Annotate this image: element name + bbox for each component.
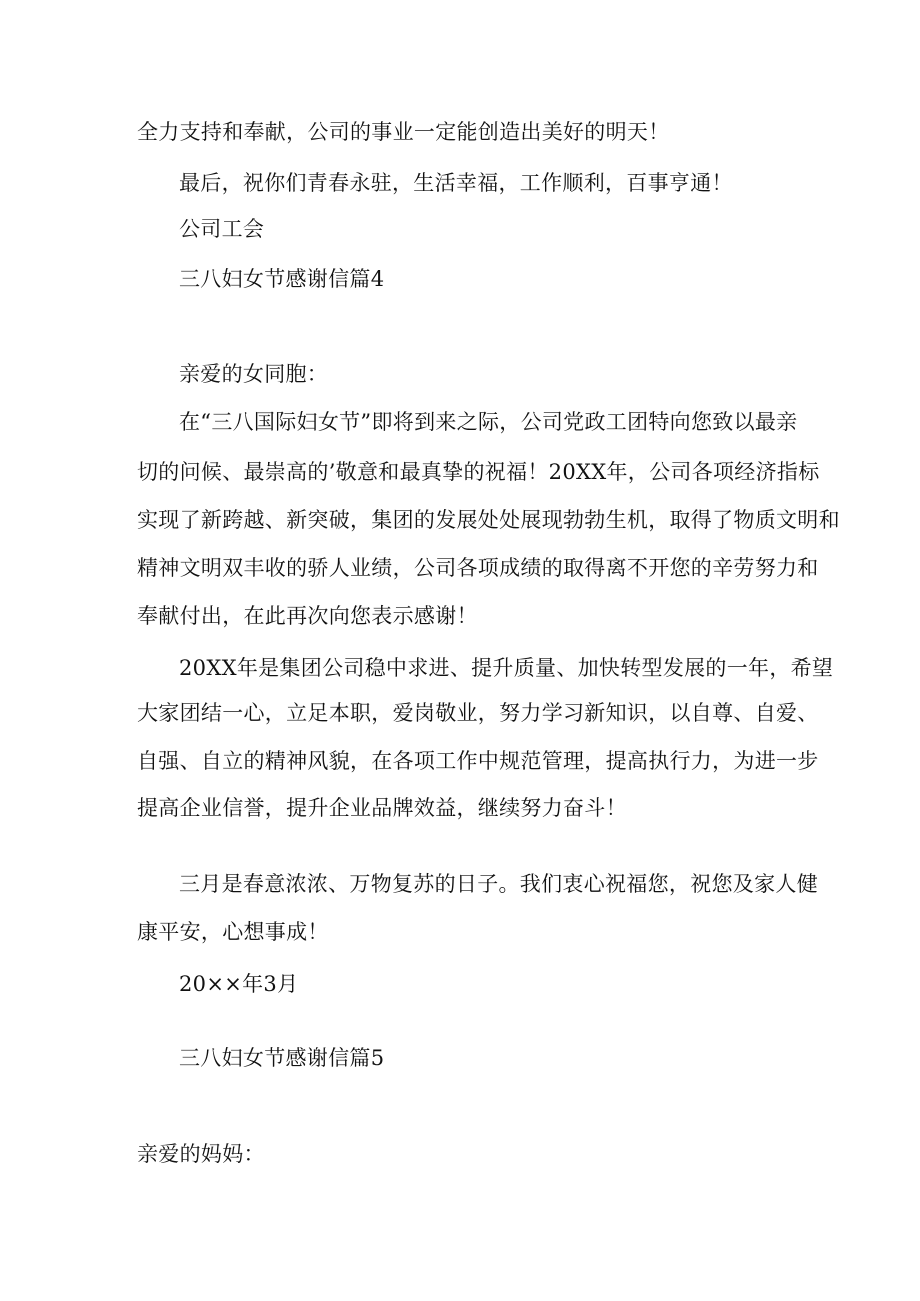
paragraph-line: 提高企业信誉，提升企业品牌效益，继续努力奋斗！: [137, 796, 627, 820]
paragraph-continuation: 全力支持和奉献，公司的事业一定能创造出美好的明天！: [137, 120, 670, 144]
paragraph-line: 在“三八国际妇女节”即将到来之际，公司党政工团特向您致以最亲: [179, 410, 798, 434]
letter-heading-5: 三八妇女节感谢信篇5: [179, 1046, 385, 1070]
greeting-4: 亲爱的女同胞：: [179, 362, 329, 386]
paragraph-line: 精神文明双丰收的骄人业绩，公司各项成绩的取得离不开您的辛劳努力和: [137, 556, 819, 580]
greeting-5: 亲爱的妈妈：: [137, 1142, 265, 1166]
paragraph-line: 20XX年是集团公司稳中求进、提升质量、加快转型发展的一年，希望: [179, 656, 834, 680]
paragraph-line: 奉献付出，在此再次向您表示感谢！: [137, 604, 478, 628]
paragraph-line: 切的问候、最崇高的’敬意和最真挚的祝福！20XX年，公司各项经济指标: [137, 460, 820, 484]
paragraph-wishes: 最后，祝你们青春永驻，生活幸福，工作顺利，百事亨通！: [179, 171, 733, 195]
date-4: 20××年3月: [179, 972, 299, 996]
paragraph-line: 自强、自立的精神风貌，在各项工作中规范管理，提高执行力，为进一步: [137, 749, 819, 773]
signature-union: 公司工会: [179, 217, 265, 241]
letter-heading-4: 三八妇女节感谢信篇4: [179, 267, 385, 291]
paragraph-line: 康平安，心想事成！: [137, 920, 329, 944]
paragraph-line: 三月是春意浓浓、万物复苏的日子。我们衷心祝福您，祝您及家人健: [179, 872, 818, 896]
paragraph-line: 实现了新跨越、新突破，集团的发展处处展现勃勃生机，取得了物质文明和: [137, 508, 840, 532]
paragraph-line: 大家团结一心，立足本职，爱岗敬业，努力学习新知识，以自尊、自爱、: [137, 701, 819, 725]
